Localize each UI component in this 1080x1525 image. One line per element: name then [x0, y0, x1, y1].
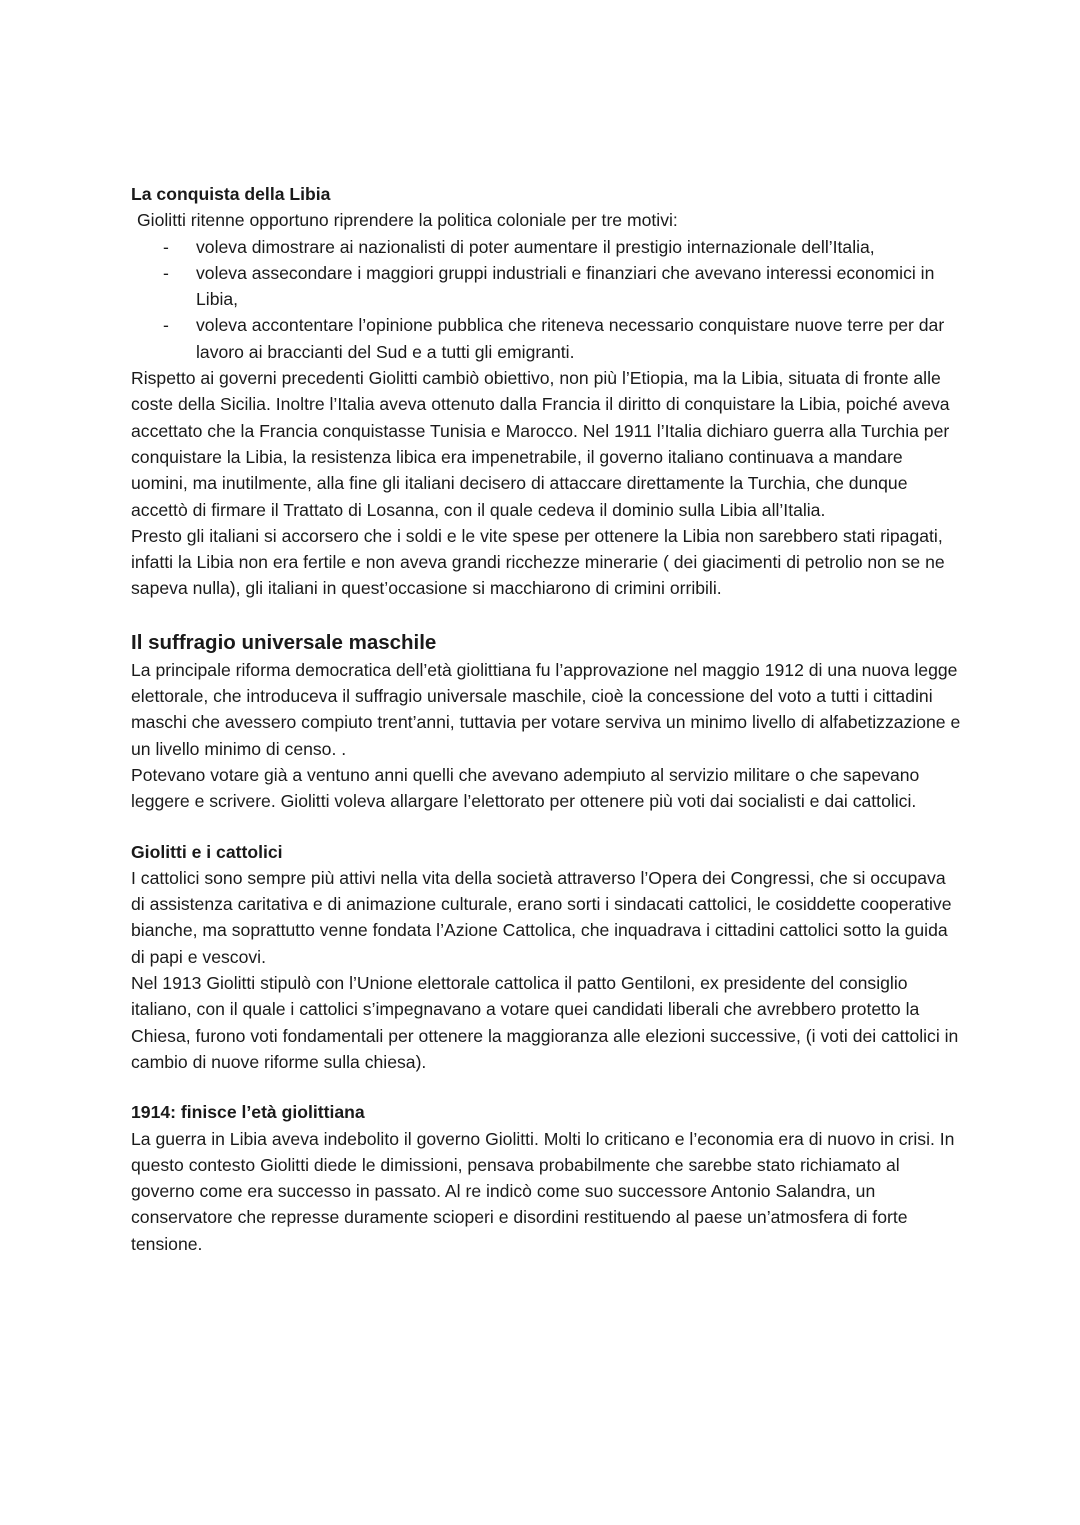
- section-fine-eta-giolittiana: [131, 1099, 961, 1257]
- bullet-dash: -: [163, 262, 169, 283]
- section-heading: 1914: finisce l’età giolittiana: [131, 1102, 365, 1123]
- section-cattolici: [131, 839, 961, 1076]
- spacer: [131, 1075, 961, 1099]
- section-heading: Il suffragio universale maschile: [131, 630, 437, 654]
- spacer: [131, 815, 961, 839]
- list-item: [131, 312, 961, 365]
- paragraph: La guerra in Libia aveva indebolito il governo Giolitti. Molti lo criticano e l’economia era di nuovo in crisi. In questo contesto Giolitti diede le dimissioni, pensava probabilmente che sarebbe stato richiamato al governo come era successo in passato. Al re indicò come suo successore Antonio Salandra, un conservatore che represse duramente scioperi e disordini restituendo al paese un’atmosfera di forte tensione.: [131, 1128, 955, 1254]
- section-suffragio: [131, 629, 961, 815]
- list-item: [131, 234, 961, 260]
- section-heading: La conquista della Libia: [131, 184, 331, 204]
- reasons-list: [131, 234, 961, 365]
- paragraph: Presto gli italiani si accorsero che i soldi e le vite spese per ottenere la Libia non sarebbero stati ripagati, infatti la Libia non era fertile e non aveva grandi ricchezze minerarie ( dei giacimenti di petrolio non se ne sapeva nulla), gli italiani in quest’occasione si macchiarono di crimini orribili.: [131, 525, 945, 599]
- list-item-text: voleva dimostrare ai nazionalisti di poter aumentare il prestigio internazionale dell’Italia,: [196, 236, 875, 257]
- document-page: [131, 181, 961, 1257]
- bullet-dash: -: [163, 236, 169, 257]
- section-libia: [131, 181, 961, 602]
- paragraph: Nel 1913 Giolitti stipulò con l’Unione elettorale cattolica il patto Gentiloni, ex presidente del consiglio italiano, con il quale i cattolici s’impegnavano a votare quei candidati liberali che avrebbero protetto la Chiesa, furono voti fondamentali per ottenere la maggioranza alle elezioni successive, (i voti dei cattolici in cambio di nuove riforme sulla chiesa).: [131, 973, 959, 1072]
- paragraph: Potevano votare già a ventuno anni quelli che avevano adempiuto al servizio militare o che sapevano leggere e scrivere. Giolitti voleva allargare l’elettorato per ottenere più voti dai socialisti e dai cattolici.: [131, 764, 920, 812]
- spacer: [131, 602, 961, 629]
- paragraph: La principale riforma democratica dell’età giolittiana fu l’approvazione nel maggio 1912 di una nuova legge elettorale, che introduceva il suffragio universale maschile, cioè la concessione del voto a tutti i cittadini maschi che avessero compiuto trent’anni, tuttavia per votare serviva un minimo livello di alfabetizzazione e un livello minimo di censo. .: [131, 659, 961, 759]
- list-item-text: voleva accontentare l’opinione pubblica che riteneva necessario conquistare nuove terre per dar lavoro ai braccianti del Sud e a tutti gli emigranti.: [196, 315, 945, 362]
- section-heading: Giolitti e i cattolici: [131, 841, 283, 862]
- bullet-dash: -: [163, 315, 169, 336]
- list-item-text: voleva assecondare i maggiori gruppi industriali e finanziari che avevano interessi economici in Libia,: [196, 262, 935, 310]
- paragraph: Rispetto ai governi precedenti Giolitti cambiò obiettivo, non più l’Etiopia, ma la Libia, situata di fronte alle coste della Sicilia. Inoltre l’Italia aveva ottenuto dalla Francia il diritto di conquistare la Libia, poiché aveva accettato che la Francia conquistasse Tunisia e Marocco. Nel 1911 l’Italia dichiaro guerra alla Turchia per conquistare la Libia, la resistenza libica era impenetrabile, il governo italiano continuava a mandare uomini, ma inutilmente, alla fine gli italiani decisero di attaccare direttamente la Turchia, che dunque accettò di firmare il Trattato di Losanna, con il quale cedeva il dominio sulla Libia all’Italia.: [131, 368, 950, 520]
- section-intro: Giolitti ritenne opportuno riprendere la politica coloniale per tre motivi:: [137, 210, 678, 231]
- paragraph: I cattolici sono sempre più attivi nella vita della società attraverso l’Opera dei Congressi, che si occupava di assistenza caritativa e di animazione culturale, erano sorti i sindacati cattolici, le cosiddette cooperative bianche, ma soprattutto venne fondata l’Azione Cattolica, che inquadrava i cittadini cattolici sotto la guida di papi e vescovi.: [131, 867, 952, 967]
- list-item: [131, 260, 961, 313]
